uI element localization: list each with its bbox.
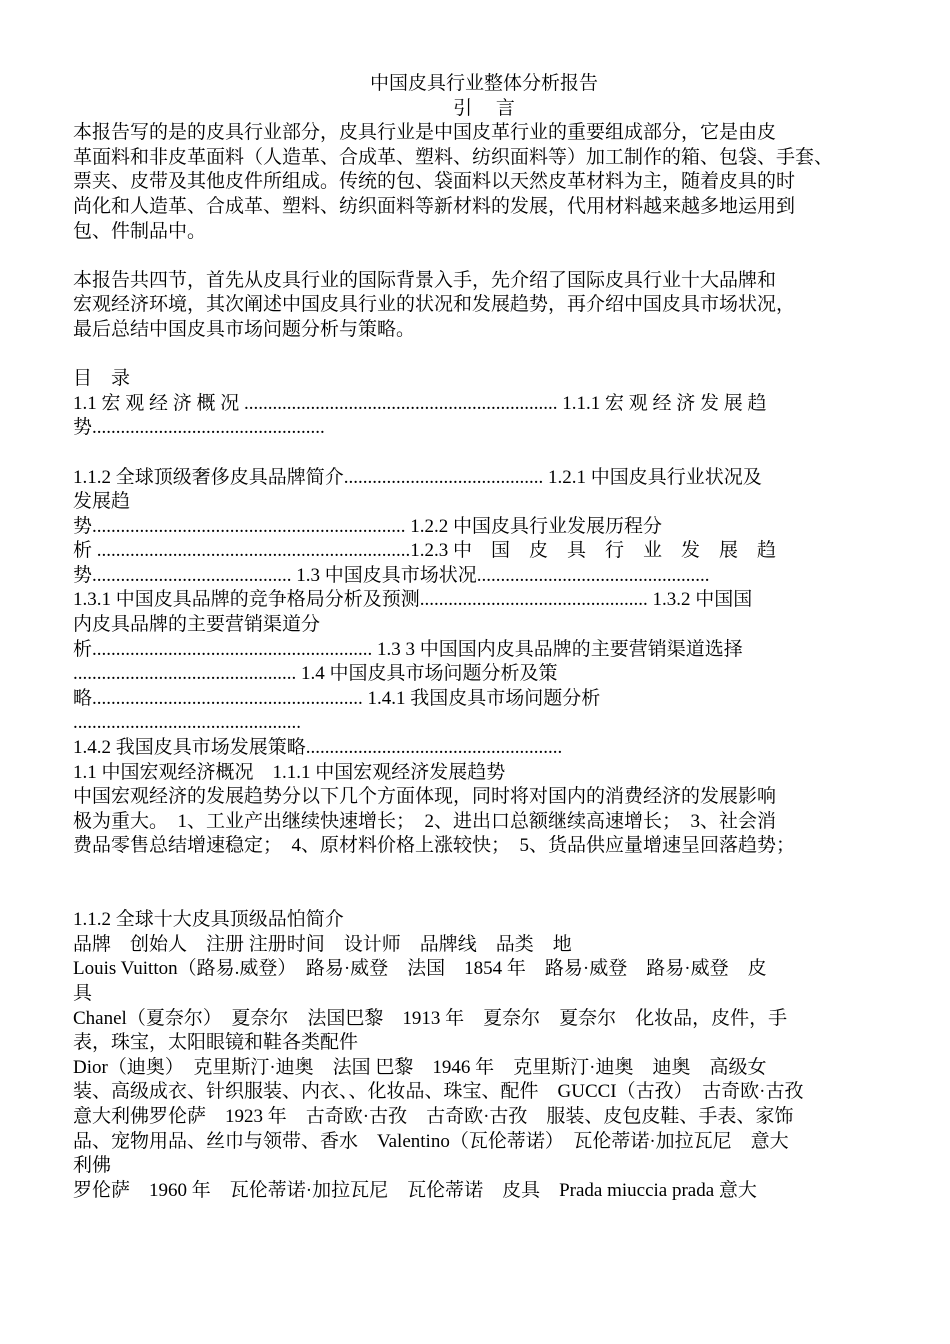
toc-line: 势.................................................................. 1.2.2 中国皮具行业发展历程分 <box>73 515 663 537</box>
spacer <box>73 884 895 909</box>
intro-paragraph <box>73 121 895 244</box>
section-line: 费品零售总结增速稳定； 4、原材料价格上涨较快； 5、货品供应量增速呈回落趋势； <box>73 835 796 857</box>
brands-line: Dior（迪奥） 克里斯汀·迪奥 法国 巴黎 1946 年 克里斯汀·迪奥 迪奥 高级女 <box>73 1056 767 1078</box>
intro-heading: 引 言 <box>453 97 515 119</box>
toc-line: 1.1 宏 观 经 济 概 况 .................................................................. 1.1.1 宏 观 经 济 发 展 趋 <box>73 392 767 414</box>
toc-line: ............................................... 1.4 中国皮具市场问题分析及策 <box>73 663 558 685</box>
section-macro-economy <box>73 761 895 859</box>
spacer <box>73 244 895 269</box>
toc-line: 析 ..................................................................1.2.3 中 国 皮 具 行 业 发 展 趋 <box>73 540 777 562</box>
brands-line: 1.1.2 全球十大皮具顶级品怕简介 <box>73 909 344 931</box>
toc-line: 略......................................................... 1.4.1 我国皮具市场问题分析 <box>73 687 601 709</box>
summary-line: 宏观经济环境，其次阐述中国皮具行业的状况和发展趋势，再介绍中国皮具市场状况， <box>73 294 796 316</box>
toc-line: 势.......................................... 1.3 中国皮具市场状况................................................. <box>73 564 710 586</box>
toc-heading: 目 录 <box>73 368 131 390</box>
document-page <box>73 72 895 1203</box>
toc-line: 内皮具品牌的主要营销渠道分 <box>73 614 321 636</box>
brands-line: 品、宠物用品、丝巾与领带、香水 Valentino（瓦伦蒂诺） 瓦伦蒂诺·加拉瓦尼 意大 <box>73 1130 789 1152</box>
summary-line: 本报告共四节，首先从皮具行业的国际背景入手，先介绍了国际皮具行业十大品牌和 <box>73 269 777 291</box>
intro-line: 尚化和人造革、合成革、塑料、纺织面料等新材料的发展，代用材料越来越多地运用到 <box>73 195 796 217</box>
intro-line: 本报告写的是的皮具行业部分，皮具行业是中国皮革行业的重要组成部分，它是由皮 <box>73 122 777 144</box>
toc-line: 发展趋 <box>73 491 131 513</box>
summary-paragraph <box>73 269 895 343</box>
toc-line: 析........................................................... 1.3 3 中国国内皮具品牌的主要营销渠道选择 <box>73 638 743 660</box>
table-of-contents <box>73 392 895 761</box>
toc-line: 势................................................. <box>73 417 325 439</box>
toc-line: 1.1.2 全球顶级奢侈皮具品牌简介.......................................... 1.2.1 中国皮具行业状况及 <box>73 466 762 488</box>
intro-line: 票夹、皮带及其他皮件所组成。传统的包、袋面料以天然皮革材料为主，随着皮具的时 <box>73 171 796 193</box>
section-line: 极为重大。 1、工业产出继续快速增长； 2、进出口总额继续高速增长； 3、社会消 <box>73 810 777 832</box>
spacer <box>73 441 895 466</box>
section-brands <box>73 908 895 1203</box>
brands-line: 利佛 <box>73 1155 112 1177</box>
section-line: 中国宏观经济的发展趋势分以下几个方面体现，同时将对国内的消费经济的发展影响 <box>73 786 777 808</box>
spacer <box>73 859 895 884</box>
brands-line: 表，珠宝，太阳眼镜和鞋各类配件 <box>73 1032 359 1054</box>
brands-line: Louis Vuitton（路易.威登） 路易·威登 法国 1854 年 路易·威登 路易·威登 皮 <box>73 958 767 980</box>
section-line: 1.1 中国宏观经济概况 1.1.1 中国宏观经济发展趋势 <box>73 761 506 783</box>
toc-line: 1.4.2 我国皮具市场发展策略...................................................... <box>73 737 563 759</box>
brands-line: 品牌 创始人 注册 注册时间 设计师 品牌线 品类 地 <box>73 933 572 955</box>
intro-line: 包、件制品中。 <box>73 220 207 242</box>
brands-line: 罗伦萨 1960 年 瓦伦蒂诺·加拉瓦尼 瓦伦蒂诺 皮具 Prada miuccia prada 意大 <box>73 1179 757 1201</box>
toc-line: ................................................ <box>73 712 301 734</box>
brands-line: Chanel（夏奈尔） 夏奈尔 法国巴黎 1913 年 夏奈尔 夏奈尔 化妆品，皮件，手 <box>73 1007 788 1029</box>
intro-line: 革面料和非皮革面料（人造革、合成革、塑料、纺织面料等）加工制作的箱、包袋、手套、 <box>73 146 834 168</box>
brands-line: 意大利佛罗伦萨 1923 年 古奇欧·古孜 古奇欧·古孜 服装、皮包皮鞋、手表、家饰 <box>73 1105 794 1127</box>
brands-line: 装、高级成衣、针织服装、内衣、、化妆品、珠宝、配件 GUCCI（古孜） 古奇欧·古孜 <box>73 1081 804 1103</box>
brands-line: 具 <box>73 982 93 1004</box>
report-title: 中国皮具行业整体分析报告 <box>369 73 598 94</box>
toc-line: 1.3.1 中国皮具品牌的竞争格局分析及预测................................................ 1.3.2 中国国 <box>73 589 753 611</box>
spacer <box>73 343 895 368</box>
summary-line: 最后总结中国皮具市场问题分析与策略。 <box>73 318 416 340</box>
